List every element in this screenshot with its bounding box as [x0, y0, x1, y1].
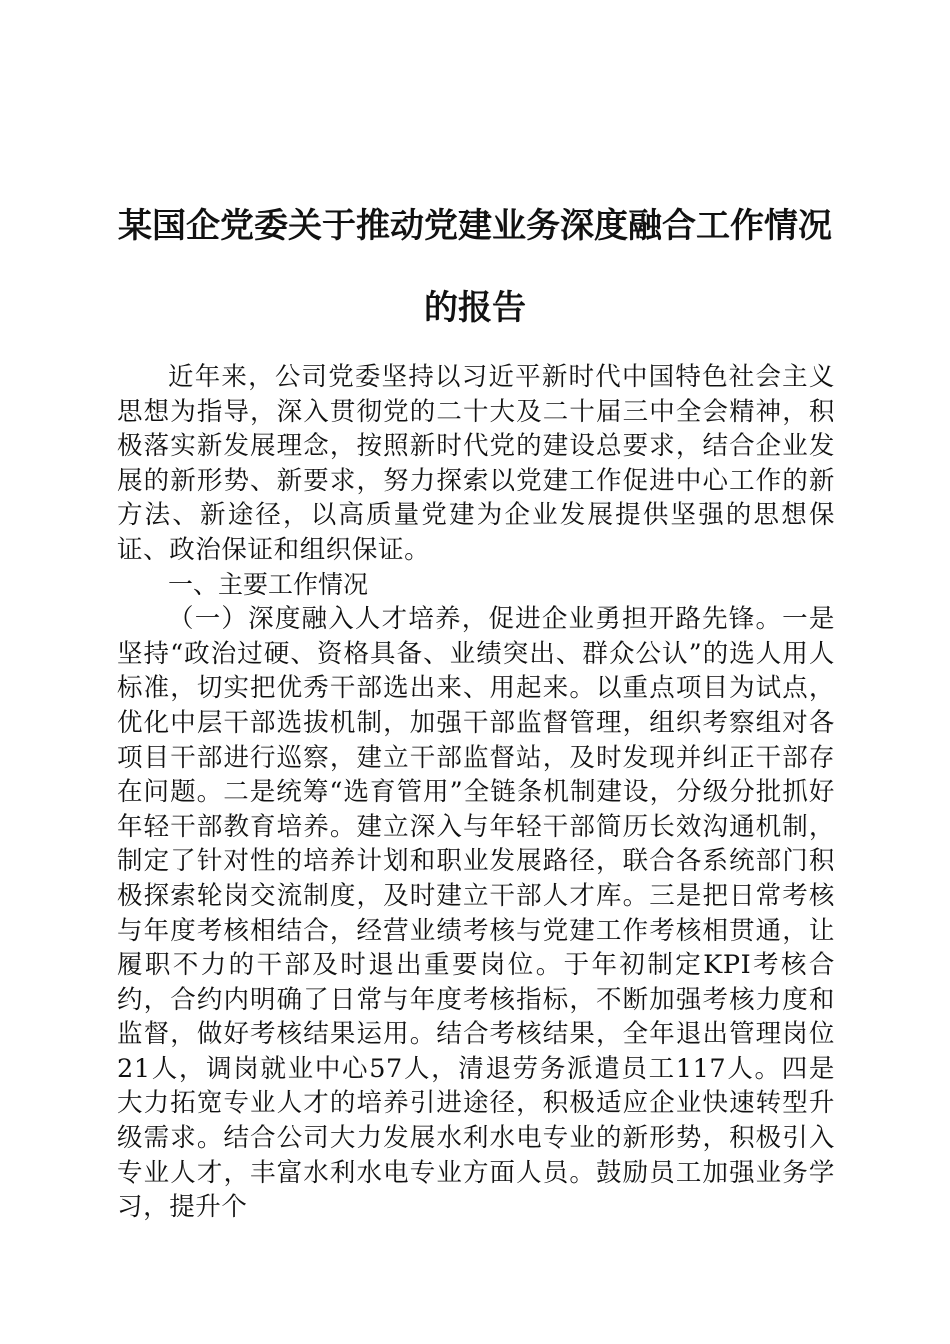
section-heading: 一、主要工作情况 — [168, 569, 369, 599]
document-body — [117, 360, 835, 1225]
document-title: 某国企党委关于推动党建业务深度融合工作情况的报告 — [118, 206, 832, 328]
section-paragraph: （一）深度融入人才培养，促进企业勇担开路先锋。一是坚持“政治过硬、资格具备、业绩突出、群众公认”的选人用人标准，切实把优秀干部选出来、用起来。以重点项目为试点，优化中层干部选拔机制，加强干部监督管理，组织考察组对各项目干部进行巡察，建立干部监督站，及时发现并纠正干部存在问题。二是统筹“选育管用”全链条机制建设，分级分批抓好年轻干部教育培养。建立深入与年轻干部简历长效沟通机制，制定了针对性的培养计划和职业发展路径，联合各系统部门积极探索轮岗交流制度，及时建立干部人才库。三是把日常考核与年度考核相结合，经营业绩考核与党建工作考核相贯通，让履职不力的干部及时退出重要岗位。于年初制定KPI考核合约，合约内明确了日常与年度考核指标，不断加强考核力度和监督，做好考核结果运用。结合考核结果，全年退出管理岗位21人，调岗就业中心57人，清退劳务派遣员工117人。四是大力拓宽专业人才的培养引进途径，积极适应企业快速转型升级需求。结合公司大力发展水利水电专业的新形势，积极引入专业人才，丰富水利水电专业方面人员。鼓励员工加强业务学习，提升个 — [117, 604, 835, 1223]
intro-paragraph: 近年来，公司党委坚持以习近平新时代中国特色社会主义思想为指导，深入贯彻党的二十大及二十届三中全会精神，积极落实新发展理念，按照新时代党的建设总要求，结合企业发展的新形势、新要求，努力探索以党建工作促进中心工作的新方法、新途径，以高质量党建为企业发展提供坚强的思想保证、政治保证和组织保证。 — [117, 362, 835, 565]
